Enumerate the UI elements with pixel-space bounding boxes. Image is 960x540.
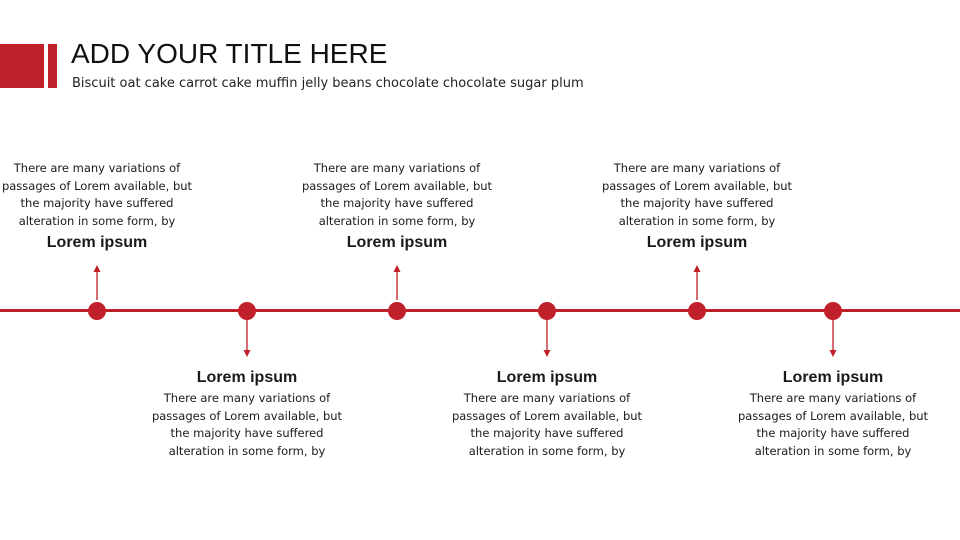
timeline-card-body-line: the majority have suffered [170, 426, 324, 440]
timeline-marker-5 [688, 302, 706, 320]
timeline-card-heading: Lorem ipsum [346, 234, 448, 251]
timeline-marker-1 [88, 302, 106, 320]
timeline-card-6 [733, 368, 933, 460]
timeline-card-body-line: alteration in some form, by [468, 443, 626, 458]
timeline-axis [0, 309, 960, 312]
timeline-card-2 [147, 368, 347, 460]
timeline-card-body [447, 390, 647, 460]
timeline-card-body-line: the majority have suffered [320, 196, 474, 210]
timeline-card-body-line: passages of Lorem available, but [1, 178, 193, 193]
timeline-card-body-line: There are many variations of [749, 391, 917, 405]
timeline-card-body-line: the majority have suffered [20, 196, 174, 210]
timeline-card-body [597, 160, 797, 230]
timeline-card-3 [297, 160, 497, 253]
timeline-card-1 [0, 160, 197, 253]
timeline-card-body-line: There are many variations of [13, 161, 181, 175]
timeline-card-body [733, 390, 933, 460]
timeline-card-body-line: There are many variations of [163, 391, 331, 405]
timeline-card-body-line: There are many variations of [313, 161, 481, 175]
timeline-card-heading: Lorem ipsum [646, 234, 748, 251]
timeline-card-body-line: alteration in some form, by [18, 213, 176, 228]
page-title: ADD YOUR TITLE HERE [71, 38, 388, 69]
timeline-card-body-line: There are many variations of [463, 391, 631, 405]
timeline-card-body-line: passages of Lorem available, but [737, 408, 929, 423]
timeline-card-heading: Lorem ipsum [46, 234, 148, 251]
timeline-card-body-line: the majority have suffered [470, 426, 624, 440]
timeline-card-body [297, 160, 497, 230]
timeline-marker-3 [388, 302, 406, 320]
timeline-card-body-line: alteration in some form, by [618, 213, 776, 228]
timeline-arrow-down-icon [540, 318, 554, 358]
timeline-card-body-line: alteration in some form, by [318, 213, 476, 228]
timeline-card-body-line: There are many variations of [613, 161, 781, 175]
timeline-arrow-up-icon [690, 264, 704, 304]
title-accent-block [0, 44, 44, 88]
timeline-card-body [0, 160, 197, 230]
timeline-card-body-line: the majority have suffered [756, 426, 910, 440]
timeline-card-heading: Lorem ipsum [496, 369, 598, 386]
timeline-card-body-line: passages of Lorem available, but [301, 178, 493, 193]
title-accent-bar [48, 44, 57, 88]
timeline-arrow-down-icon [240, 318, 254, 358]
timeline-arrow-up-icon [90, 264, 104, 304]
page-subtitle: Biscuit oat cake carrot cake muffin jelly beans chocolate chocolate sugar plum [72, 76, 584, 91]
timeline-card-body-line: the majority have suffered [620, 196, 774, 210]
timeline-card-body [147, 390, 347, 460]
timeline-card-body-line: passages of Lorem available, but [151, 408, 343, 423]
timeline-card-body-line: alteration in some form, by [754, 443, 912, 458]
timeline-card-4 [447, 368, 647, 460]
timeline-card-body-line: alteration in some form, by [168, 443, 326, 458]
timeline-card-heading: Lorem ipsum [196, 369, 298, 386]
timeline-card-body-line: passages of Lorem available, but [601, 178, 793, 193]
timeline-arrow-up-icon [390, 264, 404, 304]
timeline-card-5 [597, 160, 797, 253]
timeline-card-body-line: passages of Lorem available, but [451, 408, 643, 423]
timeline-card-heading: Lorem ipsum [782, 369, 884, 386]
timeline-arrow-down-icon [826, 318, 840, 358]
